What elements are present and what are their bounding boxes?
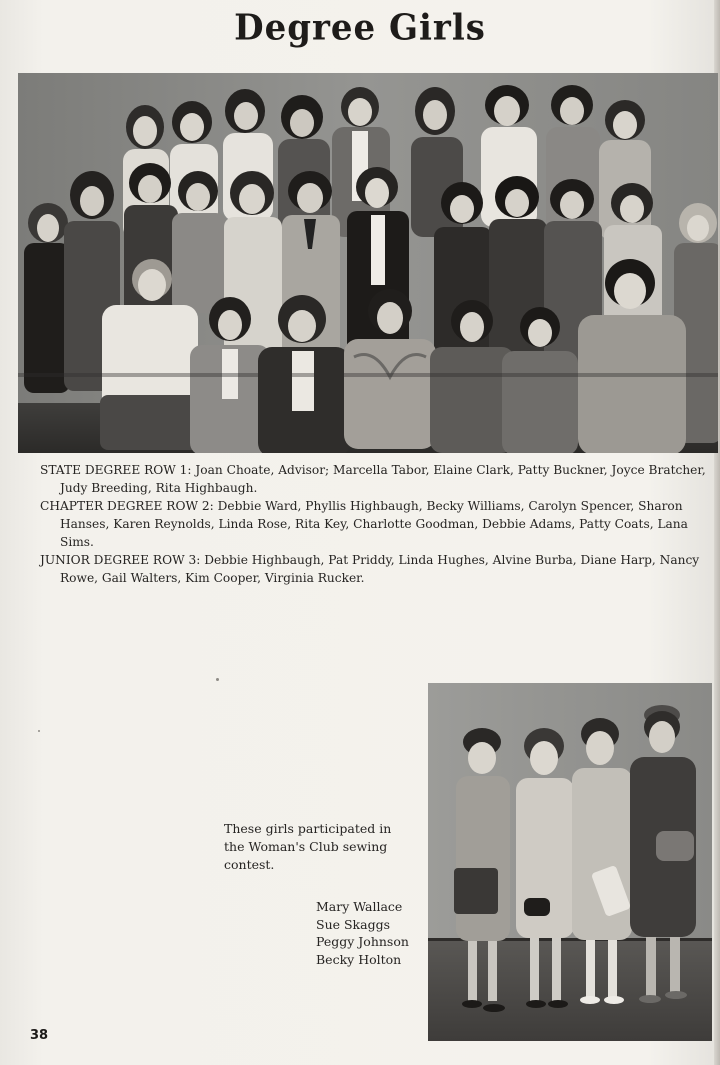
row-1-names: Joan Choate, Advisor; Marcella Tabor, Elaine Clark, Patty Buckner, Joyce Bratcher, Judy Breeding, Rita Highbaugh. — [60, 463, 706, 495]
sewing-contest-caption: These girls participated in the Woman's Club sewing contest. — [224, 821, 392, 872]
paper-speck — [216, 678, 219, 681]
group-photo-image — [18, 73, 718, 453]
sewing-name: Peggy Johnson — [316, 934, 409, 949]
row-2-heading: CHAPTER DEGREE ROW 2: — [40, 499, 214, 513]
group-photo-caption — [40, 461, 720, 587]
sewing-contest-photo-image — [428, 683, 712, 1041]
caption-row-1 — [40, 461, 720, 497]
sewing-contest-photo — [428, 683, 712, 1041]
group-photo — [18, 73, 718, 453]
caption-row-2 — [40, 497, 720, 551]
row-3-heading: JUNIOR DEGREE ROW 3: — [40, 553, 201, 567]
row-3-names: Debbie Highbaugh, Pat Priddy, Linda Hughes, Alvine Burba, Diane Harp, Nancy Rowe, Gail Walters, Kim Cooper, Virginia Rucker. — [60, 553, 700, 585]
sewing-name: Becky Holton — [316, 951, 402, 967]
sewing-name: Sue Skaggs — [316, 916, 390, 932]
caption-row-3 — [40, 551, 720, 587]
sewing-names-list — [316, 898, 426, 968]
page-number: 38 — [30, 1028, 49, 1043]
sewing-name: Mary Wallace — [316, 899, 403, 914]
paper-speck — [38, 730, 40, 732]
row-2-names: Debbie Ward, Phyllis Highbaugh, Becky Williams, Carolyn Spencer, Sharon Hanses, Karen Reynolds, Linda Rose, Rita Key, Charlotte Goodman, Debbie Adams, Patty Coats, Lana Sims. — [60, 499, 688, 549]
row-1-heading: STATE DEGREE ROW 1: — [40, 463, 192, 477]
page-title: Degree Girls — [234, 7, 486, 49]
